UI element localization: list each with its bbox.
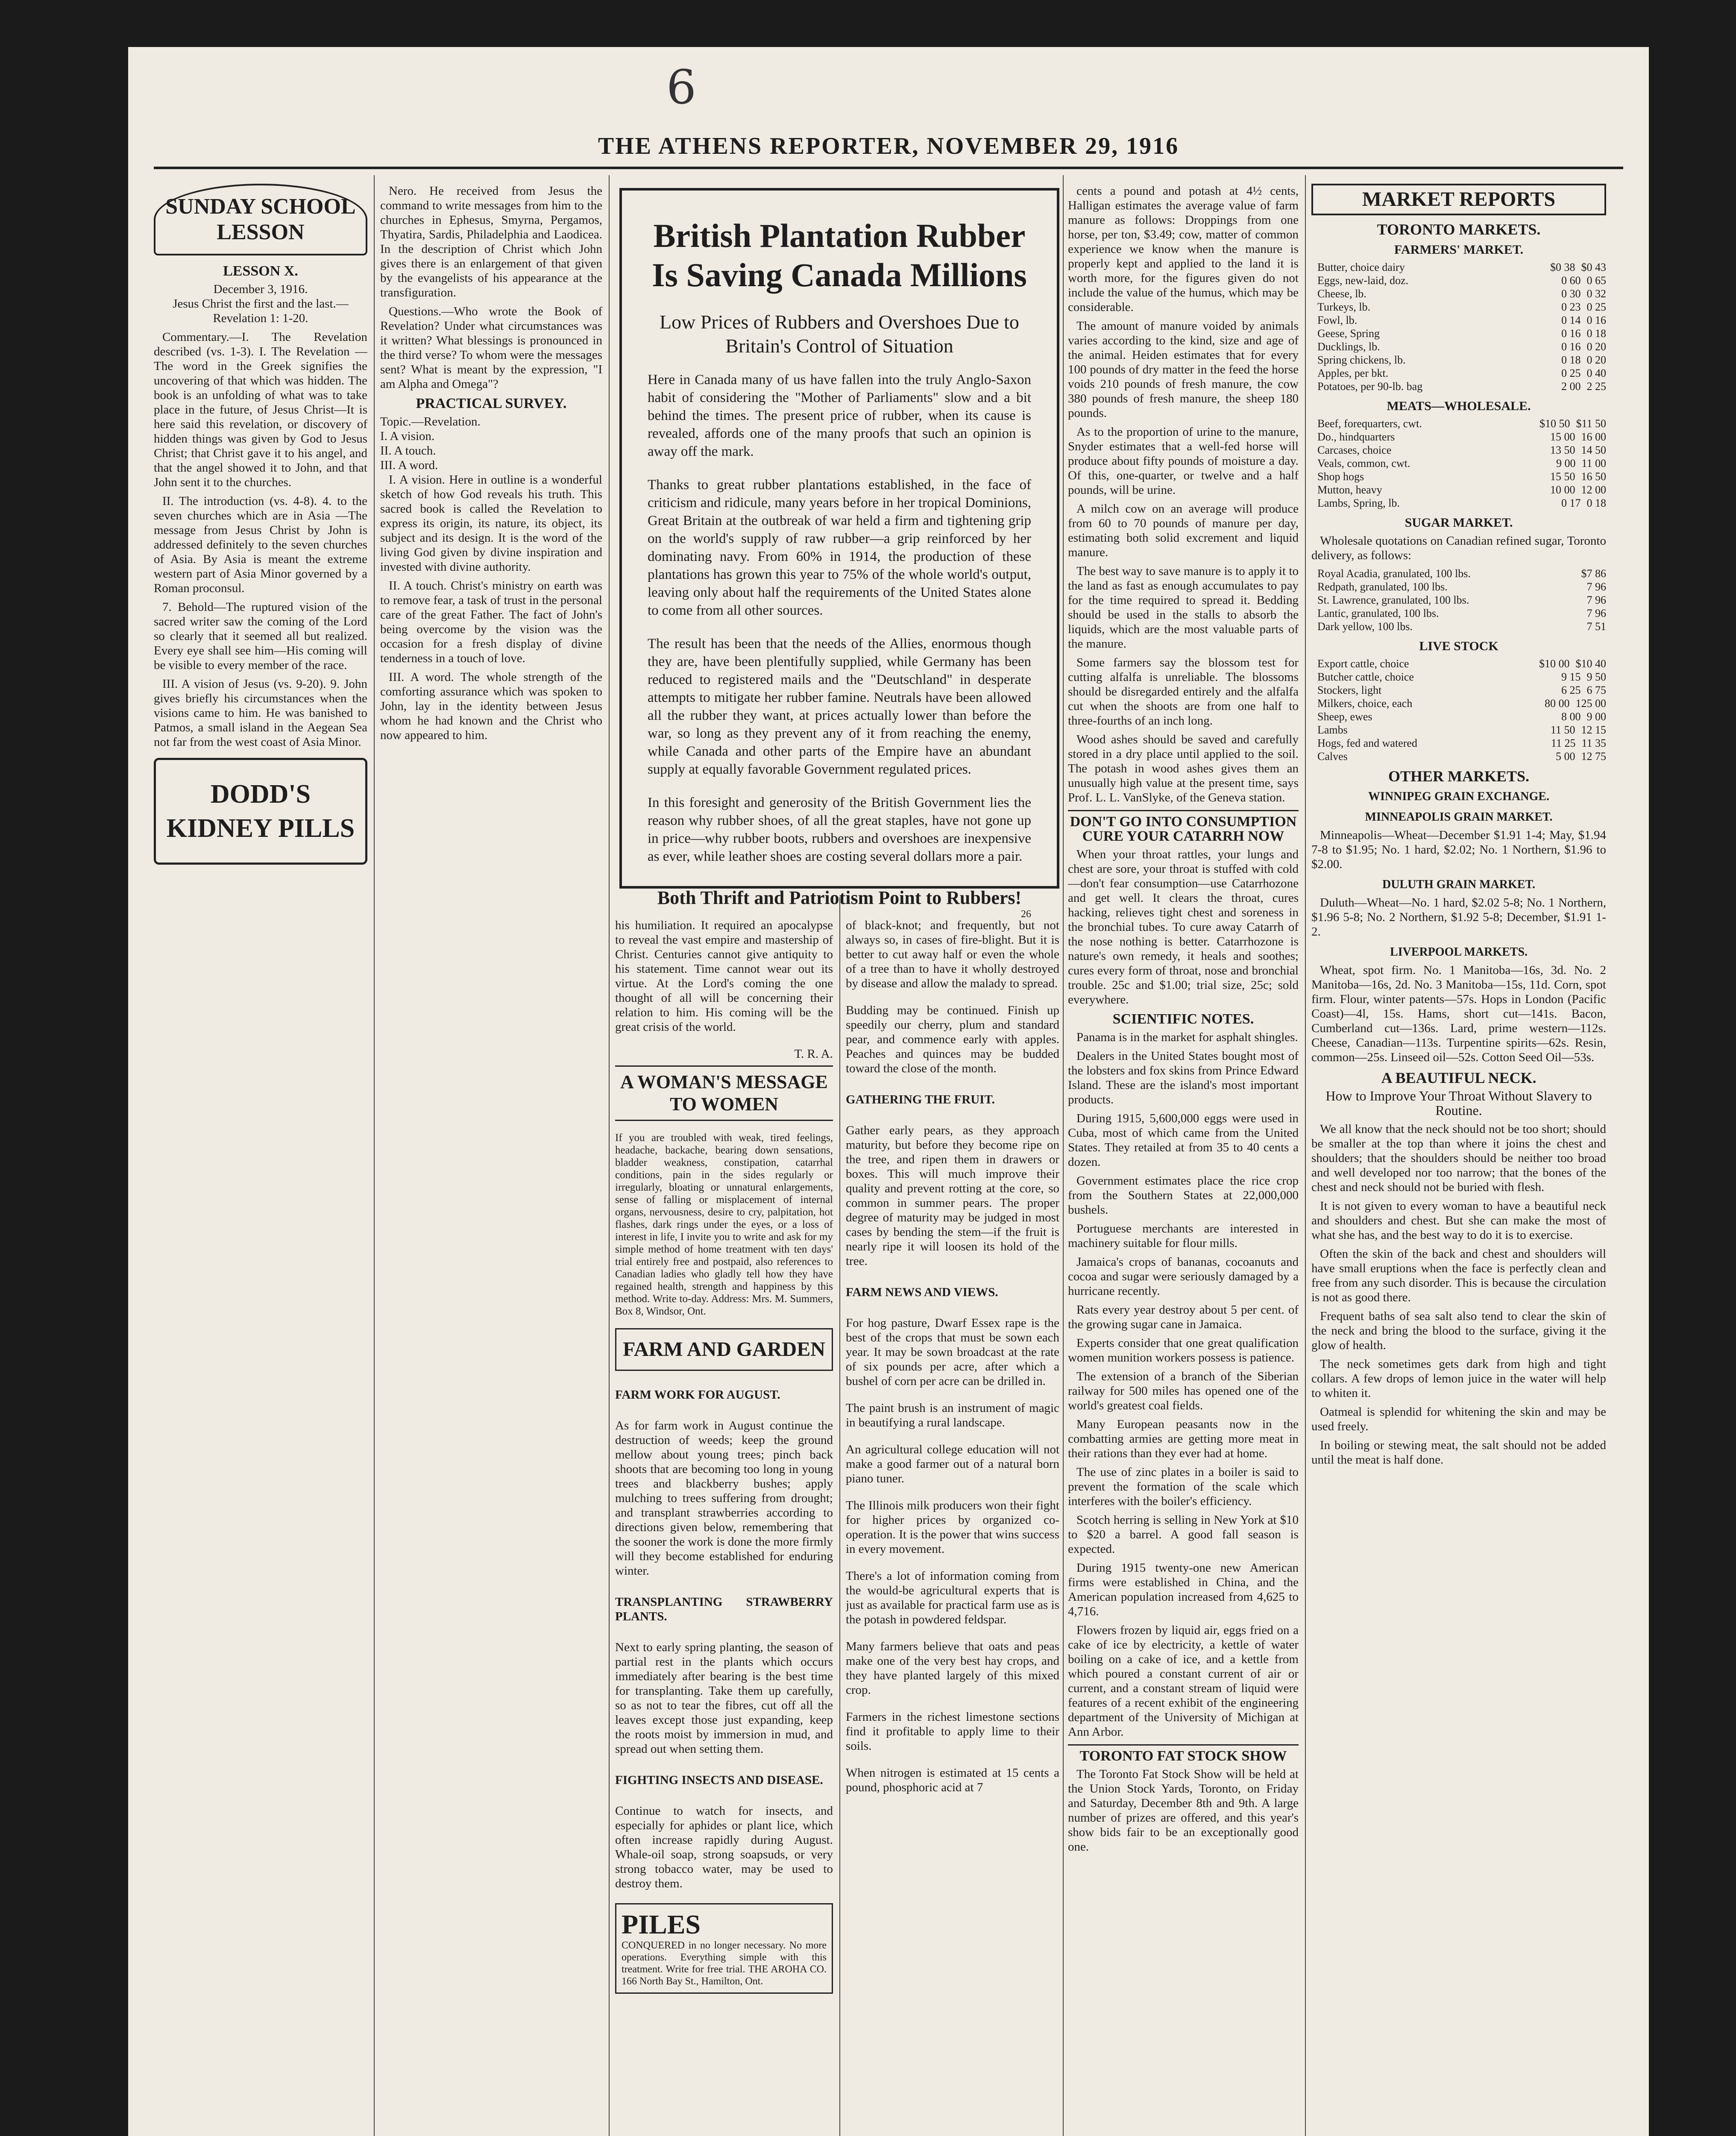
- price-cell: Lambs: [1317, 724, 1348, 736]
- farm-news-item: The paint brush is an instrument of magic in beautifying a rural landscape.: [846, 1401, 1059, 1430]
- handwritten-page-number: 6: [666, 60, 696, 114]
- price-cell: Spring chickens, lb.: [1317, 354, 1406, 366]
- sugar-market-text: Wholesale quotations on Canadian refined sugar, Toronto delivery, as follows:: [1311, 534, 1606, 562]
- price-cell: 9 15: [1561, 671, 1581, 683]
- lesson-closing-paragraph: his humiliation. It required an apocalypse to reveal the vast empire and mastership of Christ. Centuries cannot give antiquity to his statement. Time cannot wear out its virtue. At the Lord's coming the one thought of all will be concerning their relation to him. His coming will be the great crisis of the world.: [615, 918, 833, 1034]
- price-cell: 7 96: [1586, 594, 1606, 606]
- price-row: [1311, 261, 1606, 274]
- price-cell: 0 60: [1561, 274, 1581, 287]
- price-cell: St. Lawrence, granulated, 100 lbs.: [1317, 594, 1469, 606]
- price-cell: $10 40: [1575, 657, 1606, 670]
- price-cell: Potatoes, per 90-lb. bag: [1317, 380, 1423, 393]
- price-cell: 0 16: [1561, 327, 1581, 340]
- price-cell: 12 00: [1581, 484, 1606, 496]
- market-reports-column: [1311, 184, 1606, 2136]
- beautiful-neck-heading: A BEAUTIFUL NECK.: [1381, 1069, 1537, 1086]
- fat-stock-show-heading: TORONTO FAT STOCK SHOW: [1068, 1744, 1299, 1763]
- price-cell: Sheep, ewes: [1317, 710, 1372, 723]
- scientific-note: Rats every year destroy about 5 per cent. of the growing sugar cane in Jamaica.: [1068, 1303, 1299, 1331]
- price-row: [1311, 457, 1606, 470]
- ad-subhead: Low Prices of Rubbers and Overshoes Due to Britain's Control of Situation: [660, 311, 1019, 357]
- price-cell: Mutton, heavy: [1317, 484, 1382, 496]
- market-reports-banner: MARKET REPORTS: [1311, 184, 1606, 215]
- price-row: [1311, 300, 1606, 314]
- price-row: [1311, 580, 1606, 593]
- scientific-note: During 1915 twenty-one new American firms were established in China, and the American population increased from 4,625 to 4,716.: [1068, 1561, 1299, 1618]
- lesson-number: LESSON X.: [223, 263, 298, 279]
- price-row: [1311, 750, 1606, 763]
- price-cell: Shop hogs: [1317, 470, 1364, 483]
- lesson-subject: Jesus Christ the first and the last.—Revelation 1: 1-20.: [173, 297, 349, 325]
- price-row: [1311, 710, 1606, 723]
- liverpool-markets-heading: LIVERPOOL MARKETS.: [1390, 945, 1528, 959]
- column-divider: [839, 897, 840, 2136]
- manure-paragraph: As to the proportion of urine to the manure, Snyder estimates that a well-fed horse will produce about fifty pounds of moisture a day. Of this, one-quarter, or twelve and a half pounds, will be urine.: [1068, 425, 1299, 497]
- farm-news-heading: FARM NEWS AND VIEWS.: [846, 1285, 998, 1299]
- price-cell: 7 96: [1586, 581, 1606, 593]
- price-row: [1311, 287, 1606, 300]
- price-row: [1311, 593, 1606, 607]
- neck-paragraph: Frequent baths of sea salt also tend to clear the skin of the neck and bring the blood to the surface, giving it the glow of health.: [1311, 1309, 1606, 1352]
- sunday-school-column: [154, 184, 367, 2136]
- price-cell: Stockers, light: [1317, 684, 1382, 696]
- catarrh-heading: DON'T GO INTO CONSUMPTION CURE YOUR CATARRH NOW: [1068, 810, 1299, 844]
- dodds-kidney-pills-ad: DODD'S KIDNEY PILLS: [154, 758, 367, 865]
- price-cell: Lambs, Spring, lb.: [1317, 497, 1400, 509]
- lesson-paragraph: Nero. He received from Jesus the command to write messages from him to the churches in Ephesus, Smyrna, Pergamos, Thyatira, Sardis, Philadelphia and Laodicea. In the description of Christ which John gives there is an enlargement of that given by the evangelists of his appearance at the transfiguration.: [380, 184, 602, 299]
- manure-science-column: [1068, 184, 1299, 2136]
- scientific-note: Flowers frozen by liquid air, eggs fried on a cake of ice by electricity, a kettle of water boiling on a cake of ice, and a kettle from which poured a constant current of air or current, and a constant stream of liquid were features of a recent exhibit of the engineering department of the University of Michigan at Ann Arbor.: [1068, 1623, 1299, 1739]
- transplanting-heading: TRANSPLANTING STRAWBERRY PLANTS.: [615, 1595, 833, 1623]
- scientific-note: Government estimates place the rice crop from the Southern States at 22,000,000 bushels.: [1068, 1174, 1299, 1217]
- farm-news-column: [846, 906, 1059, 2136]
- manure-paragraph: The amount of manure voided by animals varies according to the kind, size and age of the animal. Heiden estimates that for every 100 pounds of dry matter in the feed the horse voids 210 pounds of fresh manure, the cow 380 pounds of fresh manure, the sheep 180 pounds.: [1068, 319, 1299, 420]
- lesson-date: December 3, 1916.: [213, 282, 308, 296]
- sugar-price-list: [1311, 567, 1606, 633]
- farm-paragraph: of black-knot; and frequently, but not always so, in cases of fire-blight. But it is better to cut away half or even the whole of a tree than to have it wholly destroyed by disease and allow the malady to spread.: [846, 918, 1059, 990]
- scientific-note: Scotch herring is selling in New York at $10 to $20 a barrel. A good fall season is expected.: [1068, 1513, 1299, 1556]
- price-row: [1311, 483, 1606, 496]
- price-cell: $7 86: [1581, 567, 1606, 580]
- price-cell: 125 00: [1575, 697, 1606, 710]
- price-cell: 6 75: [1586, 684, 1606, 696]
- price-cell: Ducklings, lb.: [1317, 340, 1380, 353]
- price-cell: 14 50: [1581, 444, 1606, 456]
- price-cell: 0 25: [1586, 301, 1606, 313]
- column-divider: [1063, 175, 1064, 2136]
- author-initials: T. R. A.: [794, 1047, 833, 1061]
- price-cell: 5 00: [1556, 750, 1575, 763]
- price-row: [1311, 430, 1606, 443]
- price-cell: Do., hindquarters: [1317, 431, 1395, 443]
- farm-news-item: There's a lot of information coming from the would-be agricultural experts that is just as available for practical farm use as is the potash in powdered feldspar.: [846, 1569, 1059, 1627]
- price-cell: 11 35: [1581, 737, 1606, 749]
- practical-survey-heading: PRACTICAL SURVEY.: [416, 396, 567, 411]
- winnipeg-grain-heading: WINNIPEG GRAIN EXCHANGE.: [1368, 790, 1549, 803]
- scientific-note: During 1915, 5,600,000 eggs were used in Cuba, most of which came from the United States. They retailed at from 35 to 40 cents a dozen.: [1068, 1112, 1299, 1169]
- survey-paragraph: II. A touch. Christ's ministry on earth was to remove fear, a task of trust in the personal care of the great Father. The fact of John's being overcome by the vision was the occasion for a fresh display of divine tenderness in a touch of love.: [380, 579, 602, 665]
- piles-ad: [615, 1903, 833, 1994]
- farm-news-item: When nitrogen is estimated at 15 cents a pound, phosphoric acid at 7: [846, 1766, 1059, 1795]
- ad-paragraph: Thanks to great rubber plantations established, in the face of criticism and ridicule, many years before in her tropical Dominions, Great Britain at the outbreak of war held a firm and tightening grip on the world's supply of raw rubber—a grip reinforced by her dominating navy. From 60% in 1914, the production of these plantations has grown this year to 75% of the whole world's output, leaving only about half the requirements of the United States alone to come from all other sources.: [648, 477, 1031, 618]
- newspaper-page: [128, 47, 1649, 2136]
- price-cell: 0 23: [1561, 301, 1581, 313]
- price-cell: 15 50: [1550, 470, 1575, 483]
- scientific-note: Jamaica's crops of bananas, cocoanuts and cocoa and sugar were seriously damaged by a hurricane recently.: [1068, 1255, 1299, 1298]
- price-cell: $0 38: [1550, 261, 1575, 273]
- price-cell: 12 75: [1581, 750, 1606, 763]
- commentary-paragraph: II. The introduction (vs. 4-8). 4. to the seven churches which are in Asia —The message from Jesus Christ by John is addressed definitely to the seven churches of Asia. By Asia is meant the extreme western part of Asia Minor governed by a Roman proconsul.: [154, 494, 367, 595]
- survey-paragraph: I. A vision. Here in outline is a wonderful sketch of how God reveals his truth. This sacred book is called the Revelation to express its origin, its nature, its object, its subject and its design. It is the word of the living God given by divine inspiration and invested with divine authority.: [380, 473, 602, 574]
- price-cell: Redpath, granulated, 100 lbs.: [1317, 581, 1448, 593]
- price-row: [1311, 736, 1606, 750]
- fat-stock-show-text: The Toronto Fat Stock Show will be held at the Union Stock Yards, Toronto, on Friday and Saturday, December 8th and 9th. A large number of prizes are offered, and this year's show bids fair to be an exceptionally good one.: [1068, 1767, 1299, 1854]
- price-cell: $10 50: [1539, 417, 1570, 430]
- duluth-grain-heading: DULUTH GRAIN MARKET.: [1382, 878, 1536, 891]
- ad-paragraph: In this foresight and generosity of the British Government lies the reason why rubber shoes, of all the great staples, have not gone up in price—why rubber boots, rubbers and overshoes are inexpensive as ever, while leather shoes are costing several dollars more a pair.: [648, 795, 1031, 864]
- price-cell: 9 00: [1586, 710, 1606, 723]
- price-cell: 0 16: [1586, 314, 1606, 326]
- price-cell: 0 18: [1586, 327, 1606, 340]
- womans-message-heading: A WOMAN'S MESSAGE TO WOMEN: [615, 1065, 833, 1121]
- price-cell: 7 96: [1586, 607, 1606, 619]
- price-cell: 16 00: [1581, 431, 1606, 443]
- price-row: [1311, 353, 1606, 367]
- price-cell: Milkers, choice, each: [1317, 697, 1413, 710]
- meats-price-list: [1311, 417, 1606, 510]
- scientific-notes-heading: SCIENTIFIC NOTES.: [1112, 1011, 1254, 1027]
- neck-paragraph: The neck sometimes gets dark from high and tight collars. A few drops of lemon juice in the water will help to whiten it.: [1311, 1357, 1606, 1400]
- price-cell: 0 40: [1586, 367, 1606, 379]
- minneapolis-grain-heading: MINNEAPOLIS GRAIN MARKET.: [1365, 810, 1553, 824]
- minneapolis-grain-text: Minneapolis—Wheat—December $1.91 1-4; May, $1.94 7-8 to $1.95; No. 1 hard, $2.02; No. 1 Northern, $1.96 to $2.00.: [1311, 828, 1606, 871]
- price-cell: 12 15: [1581, 724, 1606, 736]
- farmers-market-heading: FARMERS' MARKET.: [1394, 243, 1524, 257]
- transplanting-text: Next to early spring planting, the season of partial rest in the plants which occurs immediately after bearing is the best time for transplanting. Take them up carefully, so as not to tear the fibres, cut off all the leaves except those just expanding, keep the roots moist by immersion in mud, and spread out when setting them.: [615, 1640, 833, 1756]
- price-cell: 0 17: [1561, 497, 1581, 509]
- price-cell: 10 00: [1550, 484, 1575, 496]
- scientific-note: The use of zinc plates in a boiler is said to prevent the formation of the scale which interferes with the boiler's efficiency.: [1068, 1465, 1299, 1508]
- manure-paragraph: A milch cow on an average will produce from 60 to 70 pounds of manure per day, estimating both solid excrement and liquid manure.: [1068, 502, 1299, 559]
- survey-item: II. A touch.: [380, 444, 436, 458]
- masthead-rule: [154, 167, 1623, 169]
- scientific-note: Experts consider that one great qualification women munition workers possess is patience.: [1068, 1336, 1299, 1364]
- price-cell: Apples, per bkt.: [1317, 367, 1389, 379]
- survey-topic: Topic.—Revelation.: [380, 415, 481, 428]
- column-divider: [1305, 175, 1306, 2136]
- price-cell: Dark yellow, 100 lbs.: [1317, 620, 1413, 633]
- price-cell: Calves: [1317, 750, 1348, 763]
- price-cell: 15 00: [1550, 431, 1575, 443]
- price-cell: 0 25: [1561, 367, 1581, 379]
- manure-paragraph: cents a pound and potash at 4½ cents, Halligan estimates the average value of farm manure as follows: Droppings from one horse, per ton, $3.49; cow, matter of common experience we know when the manure is properly kept and applied to the land it is worth more, for the figures given do not include the value of the humus, which may be considerable.: [1068, 184, 1299, 314]
- price-cell: 6 25: [1561, 684, 1581, 696]
- neck-paragraph: In boiling or stewing meat, the salt should not be added until the meat is half done.: [1311, 1438, 1606, 1467]
- price-cell: 13 50: [1550, 444, 1575, 456]
- commentary-paragraph: Commentary.—I. The Revelation described (vs. 1-3). I. The Revelation —The word in the Greek signifies the uncovering of that which was hidden. The book is an unfolding of what was to take place in the future, of Jesus Christ—It is here said this revelation, or discovery of hidden things was given by God to Jesus Christ; that Christ gave it to his angel, and that the angel showed it to John, and that John sent it to the churches.: [154, 330, 367, 489]
- farm-news-item: Many farmers believe that oats and peas make one of the very best hay crops, and they have planted largely of this mixed crop.: [846, 1640, 1059, 1697]
- price-cell: 0 18: [1586, 497, 1606, 509]
- sunday-school-emblem: SUNDAY SCHOOL LESSON: [154, 184, 367, 255]
- duluth-grain-text: Duluth—Wheat—No. 1 hard, $2.02 5-8; No. 1 Northern, $1.96 5-8; No. 2 Northern, $1.92 5-8; December, $1.91 1-2.: [1311, 896, 1606, 939]
- price-row: [1311, 723, 1606, 736]
- price-row: [1311, 327, 1606, 340]
- live-stock-price-list: [1311, 657, 1606, 763]
- survey-item: III. A word.: [380, 458, 438, 472]
- gathering-fruit-text: Gather early pears, as they approach maturity, but before they become ripe on the tree, and ripen them in drawers or boxes. This will much improve their quality and prevent rotting at the core, so common in summer pears. The proper degree of maturity may be judged in most cases by bending the stem—if the fruit is nearly ripe it will loosen its hold of the tree.: [846, 1124, 1059, 1268]
- price-row: [1311, 314, 1606, 327]
- piles-ad-text: CONQUERED in no longer necessary. No more operations. Everything simple with this treatment. Write for free trial. THE AROHA CO. 166 North Bay St., Hamilton, Ont.: [622, 1940, 827, 1987]
- commentary-paragraph: 7. Behold—The ruptured vision of the sacred writer saw the coming of the Lord so clearly that it seemed all but realized. Every eye shall see him—His coming will be visible to every member of the race.: [154, 600, 367, 672]
- ad-number: 26: [1021, 909, 1031, 920]
- price-cell: 9 50: [1586, 671, 1606, 683]
- price-row: [1311, 697, 1606, 710]
- survey-item: I. A vision.: [380, 429, 435, 443]
- manure-paragraph: Wood ashes should be saved and carefully stored in a dry place until applied to the soil. The potash in wood ashes gives them an unusually high value at the present time, says Prof. L. L. VanSlyke, of the Geneva station.: [1068, 733, 1299, 804]
- price-row: [1311, 470, 1606, 483]
- insects-heading: FIGHTING INSECTS AND DISEASE.: [615, 1773, 823, 1787]
- womans-message-text: If you are troubled with weak, tired feelings, headache, backache, bearing down sensations, bladder weakness, constipation, catarrhal conditions, pain in the sides regularly or irregularly, bloating or unnatural enlargements, sense of falling or misplacement of internal organs, nervousness, desire to cry, palpitation, hot flashes, dark rings under the eyes, or a loss of interest in life, I invite you to write and ask for my simple method of home treatment with ten days' trial entirely free and postpaid, also references to Canadian ladies who gladly tell how they have regained health, strength and happiness by this method. Write to-day. Address: Mrs. M. Summers, Box 8, Windsor, Ont.: [615, 1132, 833, 1317]
- price-cell: $10 00: [1539, 657, 1570, 670]
- price-cell: 0 65: [1586, 274, 1606, 287]
- price-cell: Geese, Spring: [1317, 327, 1380, 340]
- survey-paragraph: III. A word. The whole strength of the comforting assurance which was spoken to John, lay in the identity between Jesus whom he had known and the Christ who now appeared to him.: [380, 670, 602, 742]
- neck-paragraph: We all know that the neck should not be too short; should be smaller at the top than where it joins the chest and shoulders; that the shoulders should be neither too broad and well developed nor too narrow; that the bones of the chest and neck should not be buried with flesh.: [1311, 1122, 1606, 1194]
- farm-news-item: An agricultural college education will not make a good farmer out of a natural born piano tuner.: [846, 1443, 1059, 1486]
- piles-ad-title: PILES: [622, 1909, 701, 1940]
- price-cell: Fowl, lb.: [1317, 314, 1358, 326]
- price-cell: Beef, forequarters, cwt.: [1317, 417, 1422, 430]
- ad-footer: Both Thrift and Patriotism Point to Rubbers!: [657, 887, 1022, 908]
- price-cell: $0 43: [1581, 261, 1606, 273]
- farm-paragraph: Budding may be continued. Finish up speedily our cherry, plum and standard pear, and commence early with apples. Peaches and quinces may be budded toward the close of the month.: [846, 1003, 1059, 1075]
- price-cell: 80 00: [1545, 697, 1570, 710]
- price-cell: Butcher cattle, choice: [1317, 671, 1414, 683]
- price-cell: 0 20: [1586, 340, 1606, 353]
- price-cell: Royal Acadia, granulated, 100 lbs.: [1317, 567, 1471, 580]
- farm-work-heading: FARM WORK FOR AUGUST.: [615, 1388, 780, 1402]
- ad-paragraph: The result has been that the needs of the Allies, enormous though they are, have been plentifully supplied, while Germany has been reduced to registered mails and the "Deutschland" in desperate attempts to mitigate her rubber famine. Neutrals have been allowed all the rubber they want, at prices actually lower than before the war, so long as they prevent any of it from reaching the enemy, while Canada and other parts of the Empire have an abundant supply at equally favorable Government regulated prices.: [648, 636, 1031, 777]
- price-cell: 2 00: [1561, 380, 1581, 393]
- commentary-paragraph: III. A vision of Jesus (vs. 9-20). 9. John gives briefly his circumstances when the visions came to him. He was banished to Patmos, a small island in the Aegean Sea not far from the west coast of Asia Minor.: [154, 677, 367, 749]
- price-row: [1311, 620, 1606, 633]
- price-cell: 0 30: [1561, 288, 1581, 300]
- price-cell: 11 50: [1550, 724, 1575, 736]
- manure-paragraph: The best way to save manure is to apply it to the land as fast as enough accumulates to pay for the time required to spread it. Bedding should be used in the stalls to absorb the liquids, which are the most valuable parts of the manure.: [1068, 564, 1299, 651]
- price-cell: 16 50: [1581, 470, 1606, 483]
- price-cell: 0 14: [1561, 314, 1581, 326]
- toronto-markets-heading: TORONTO MARKETS.: [1377, 221, 1541, 238]
- price-row: [1311, 367, 1606, 380]
- scientific-note: The extension of a branch of the Siberian railway for 500 miles has opened one of the world's greatest coal fields.: [1068, 1370, 1299, 1412]
- price-row: [1311, 567, 1606, 580]
- lesson-paragraph: Questions.—Who wrote the Book of Revelation? Under what circumstances was it written? What blessings is pronounced in the third verse? To whom were the messages sent? What is meant by the expression, "I am Alpha and Omega"?: [380, 305, 602, 391]
- column-divider: [374, 175, 375, 2136]
- price-row: [1311, 684, 1606, 697]
- price-cell: Veals, common, cwt.: [1317, 457, 1410, 469]
- price-row: [1311, 417, 1606, 430]
- ad-headline: British Plantation Rubber Is Saving Canada Millions: [652, 217, 1027, 293]
- catarrh-text: When your throat rattles, your lungs and chest are sore, your throat is stuffed with cold—don't fear consumption—use Catarrhozone and get well. It clears the throat, cures hacking, relieves tight chest and soreness in the bronchial tubes. To cure away Catarrh of the nose nothing is better. Catarrhozone is nature's own remedy, it heals and soothes; cures every form of throat, nose and bronchial trouble. 25c and $1.00; trial size, 25c; sold everywhere.: [1068, 848, 1299, 1006]
- rubber-advertisement: [619, 188, 1059, 920]
- price-row: [1311, 380, 1606, 393]
- price-cell: Eggs, new-laid, doz.: [1317, 274, 1409, 287]
- farm-news-item: The Illinois milk producers won their fight for higher prices by organized co-operation. It is the power that wins success in every movement.: [846, 1499, 1059, 1556]
- price-cell: 8 00: [1561, 710, 1581, 723]
- price-row: [1311, 607, 1606, 620]
- price-row: [1311, 657, 1606, 670]
- price-row: [1311, 274, 1606, 287]
- price-cell: 9 00: [1556, 457, 1576, 469]
- price-cell: Cheese, lb.: [1317, 288, 1367, 300]
- price-row: [1311, 670, 1606, 684]
- price-row: [1311, 340, 1606, 353]
- price-cell: 0 32: [1586, 288, 1606, 300]
- farm-garden-column: [615, 906, 833, 2136]
- scientific-note: Many European peasants now in the combatting armies are getting more meat in their rations than they ever had at home.: [1068, 1417, 1299, 1460]
- price-cell: 0 20: [1586, 354, 1606, 366]
- price-cell: Turkeys, lb.: [1317, 301, 1371, 313]
- price-cell: 2 25: [1586, 380, 1606, 393]
- price-cell: Lantic, granulated, 100 lbs.: [1317, 607, 1439, 619]
- meats-heading: MEATS—WHOLESALE.: [1387, 399, 1531, 413]
- price-cell: 11 25: [1551, 737, 1576, 749]
- dairy-price-list: [1311, 261, 1606, 393]
- price-cell: Export cattle, choice: [1317, 657, 1409, 670]
- manure-paragraph: Some farmers say the blossom test for cutting alfalfa is unreliable. The blossoms should be disregarded entirely and the alfalfa cut when the shoots are from one half to three-fourths of an inch long.: [1068, 656, 1299, 728]
- price-row: [1311, 496, 1606, 510]
- farm-news-item: Farmers in the richest limestone sections find it profitable to apply lime to their soils.: [846, 1710, 1059, 1753]
- price-cell: 7 51: [1586, 620, 1606, 633]
- lesson-continuation-column: [380, 184, 602, 2136]
- farm-work-text: As for farm work in August continue the destruction of weeds; keep the ground mellow about young trees; pinch back shoots that are becoming too long in young trees and blackberry bushes; apply mulching to trees suffering from drought; and transplant strawberries according to directions given below, remembering that the sooner the work is done the more firmly will they become established for enduring winter.: [615, 1419, 833, 1578]
- farm-news-item: For hog pasture, Dwarf Essex rape is the best of the crops that must be sown each year. It may be sown broadcast at the rate of six pounds per acre, after which a bushel of corn per acre can be drilled in.: [846, 1316, 1059, 1388]
- price-cell: Butter, choice dairy: [1317, 261, 1405, 273]
- scientific-note: Portuguese merchants are interested in machinery suitable for flour mills.: [1068, 1222, 1299, 1250]
- ad-paragraph: Here in Canada many of us have fallen into the truly Anglo-Saxon habit of considering the "Mother of Parliaments" slow and a bit behind the times. The present price of rubber, when its cause is revealed, affords one of the many proofs that such an opinion is away off the mark.: [648, 372, 1031, 459]
- insects-text: Continue to watch for insects, and especially for aphides or plant lice, which often increase rapidly during August. Whale-oil soap, strong soapsuds, or very strong tobacco water, may be used to destroy them.: [615, 1804, 833, 1891]
- price-cell: $11 50: [1576, 417, 1606, 430]
- price-cell: Carcases, choice: [1317, 444, 1392, 456]
- price-cell: Hogs, fed and watered: [1317, 737, 1417, 749]
- other-markets-heading: OTHER MARKETS.: [1388, 768, 1530, 785]
- liverpool-markets-text: Wheat, spot firm. No. 1 Manitoba—16s, 3d. No. 2 Manitoba—16s, 2d. No. 3 Manitoba—15s, 11d. Corn, spot firm. Flour, winter patents—57s. Hops in London (Pacific Coast)—4l, 15s. Hams, short cut—141s. Bacon, Cumberland cut—136s. Lard, prime western—112s. Cheese, Canadian—113s. Turpentine spirits—62s. Resin, common—25s. Linseed oil—52s. Cotton Seed Oil—53s.: [1311, 963, 1606, 1064]
- scientific-note: Panama is in the market for asphalt shingles.: [1076, 1030, 1298, 1044]
- gathering-fruit-heading: GATHERING THE FRUIT.: [846, 1092, 995, 1106]
- price-row: [1311, 443, 1606, 457]
- neck-paragraph: It is not given to every woman to have a beautiful neck and shoulders and chest. But she can make the most of what she has, and the best way to do it is to exercise.: [1311, 1199, 1606, 1242]
- price-cell: 0 16: [1561, 340, 1581, 353]
- sugar-market-heading: SUGAR MARKET.: [1405, 516, 1513, 530]
- beautiful-neck-subhead: How to Improve Your Throat Without Slavery to Routine.: [1325, 1088, 1592, 1118]
- neck-paragraph: Often the skin of the back and chest and shoulders will have small eruptions when the face is perfectly clean and free from any such disorder. This is because the circulation is not as good there.: [1311, 1247, 1606, 1304]
- price-cell: 11 00: [1581, 457, 1606, 469]
- column-divider: [609, 175, 610, 2136]
- scientific-note: Dealers in the United States bought most of the lobsters and fox skins from Prince Edward Island. These are the island's most important products.: [1068, 1049, 1299, 1106]
- live-stock-heading: LIVE STOCK: [1419, 639, 1498, 653]
- neck-paragraph: Oatmeal is splendid for whitening the skin and may be used freely.: [1311, 1405, 1606, 1433]
- price-cell: 0 18: [1561, 354, 1581, 366]
- masthead: THE ATHENS REPORTER, NOVEMBER 29, 1916: [598, 133, 1179, 159]
- farm-and-garden-banner: FARM AND GARDEN: [615, 1328, 833, 1371]
